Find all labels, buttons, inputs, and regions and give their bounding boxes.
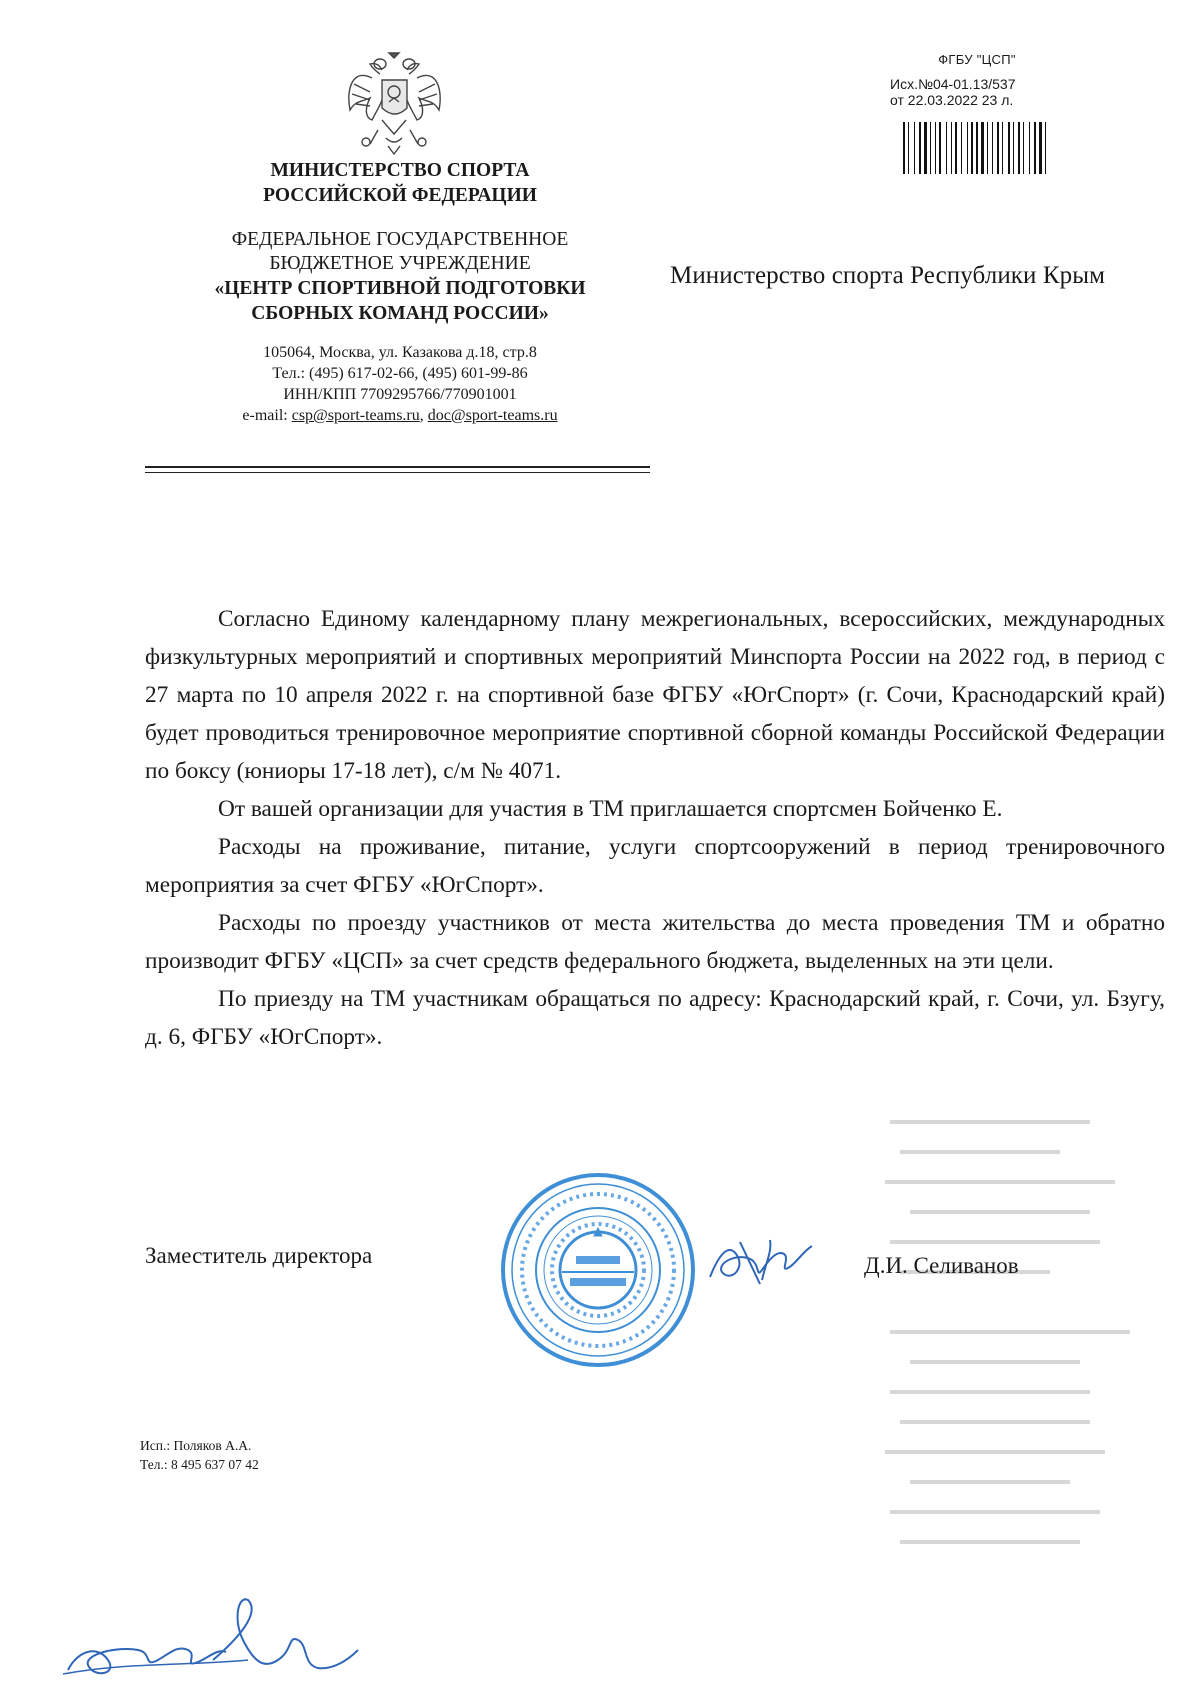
email-line xyxy=(140,405,660,426)
performer-phone: Тел.: 8 495 637 07 42 xyxy=(140,1457,259,1472)
body-paragraph-4: Расходы по проезду участников от места жительства до места проведения ТМ и обратно производит ФГБУ «ЦСП» за счет средств федерального бюджета, выделенных на эти цели. xyxy=(145,910,1165,974)
signatory-title: Заместитель директора xyxy=(145,1243,373,1268)
address: 105064, Москва, ул. Казакова д.18, стр.8 xyxy=(263,344,537,361)
barcode xyxy=(903,122,1051,174)
performer-name: Исп.: Поляков А.А. xyxy=(140,1438,252,1453)
contacts xyxy=(140,342,660,426)
addressee: Министерство спорта Республики Крым xyxy=(670,262,1106,289)
signatory-name: Д.И. Селиванов xyxy=(864,1253,1019,1278)
inn-kpp: ИНН/КПП 7709295766/770901001 xyxy=(283,386,517,403)
handwritten-signature-director xyxy=(700,1222,820,1292)
fgbu-line1: ФЕДЕРАЛЬНОЕ ГОСУДАРСТВЕННОЕ xyxy=(231,229,569,250)
email-separator: , xyxy=(419,407,428,424)
email-label: e-mail: xyxy=(242,407,292,424)
center-name-line1: «ЦЕНТР СПОРТИВНОЙ ПОДГОТОВКИ xyxy=(214,278,586,299)
letterhead xyxy=(140,158,660,426)
official-seal xyxy=(498,1170,698,1370)
body-paragraph-2: От вашей организации для участия в ТМ приглашается спортсмен Бойченко Е. xyxy=(218,796,1003,822)
body-paragraph-1: Согласно Единому календарному плану межрегиональных, всероссийских, международных физкультурных мероприятий и спортивных мероприятий Минспорта России на 2022 год, в период с 27 марта по 10 апреля 2022 г. на спортивной базе ФГБУ «ЮгСпорт» (г. Сочи, Краснодарский край) будет проводиться тренировочное мероприятие спортивной сборной команды Российской Федерации по боксу (юниоры 17-18 лет), с/м № 4071. xyxy=(145,606,1165,784)
letterhead-divider xyxy=(145,466,650,468)
registration-date: от 22.03.2022 23 л. xyxy=(890,92,1014,108)
handwritten-signature-bottom xyxy=(48,1590,378,1685)
email-link-2[interactable]: doc@sport-teams.ru xyxy=(427,407,558,424)
scan-artifact xyxy=(880,1110,1180,1580)
registration-stamp xyxy=(890,52,1070,108)
registration-org: ФГБУ "ЦСП" xyxy=(938,52,1016,67)
body-paragraph-5: По приезду на ТМ участникам обращаться по адресу: Краснодарский край, г. Сочи, ул. Бзугу, д. 6, ФГБУ «ЮгСпорт». xyxy=(145,986,1165,1050)
email-link-1[interactable]: csp@sport-teams.ru xyxy=(291,407,420,424)
ministry-name-line2: РОССИЙСКОЙ ФЕДЕРАЦИИ xyxy=(263,185,537,206)
coat-of-arms-icon xyxy=(342,50,447,160)
letter-body xyxy=(145,600,1165,1056)
fgbu-line2: БЮДЖЕТНОЕ УЧРЕЖДЕНИЕ xyxy=(269,253,531,274)
phones: Тел.: (495) 617-02-66, (495) 601-99-86 xyxy=(272,365,528,382)
performer-info xyxy=(140,1436,259,1474)
registration-number: Исх.№04-01.13/537 xyxy=(890,76,1016,92)
letterhead-divider-thin xyxy=(145,472,650,473)
ministry-name-line1: МИНИСТЕРСТВО СПОРТА xyxy=(270,160,530,181)
body-paragraph-3: Расходы на проживание, питание, услуги спортсооружений в период тренировочного мероприятия за счет ФГБУ «ЮгСпорт». xyxy=(145,834,1165,898)
center-name-line2: СБОРНЫХ КОМАНД РОССИИ» xyxy=(251,303,549,324)
